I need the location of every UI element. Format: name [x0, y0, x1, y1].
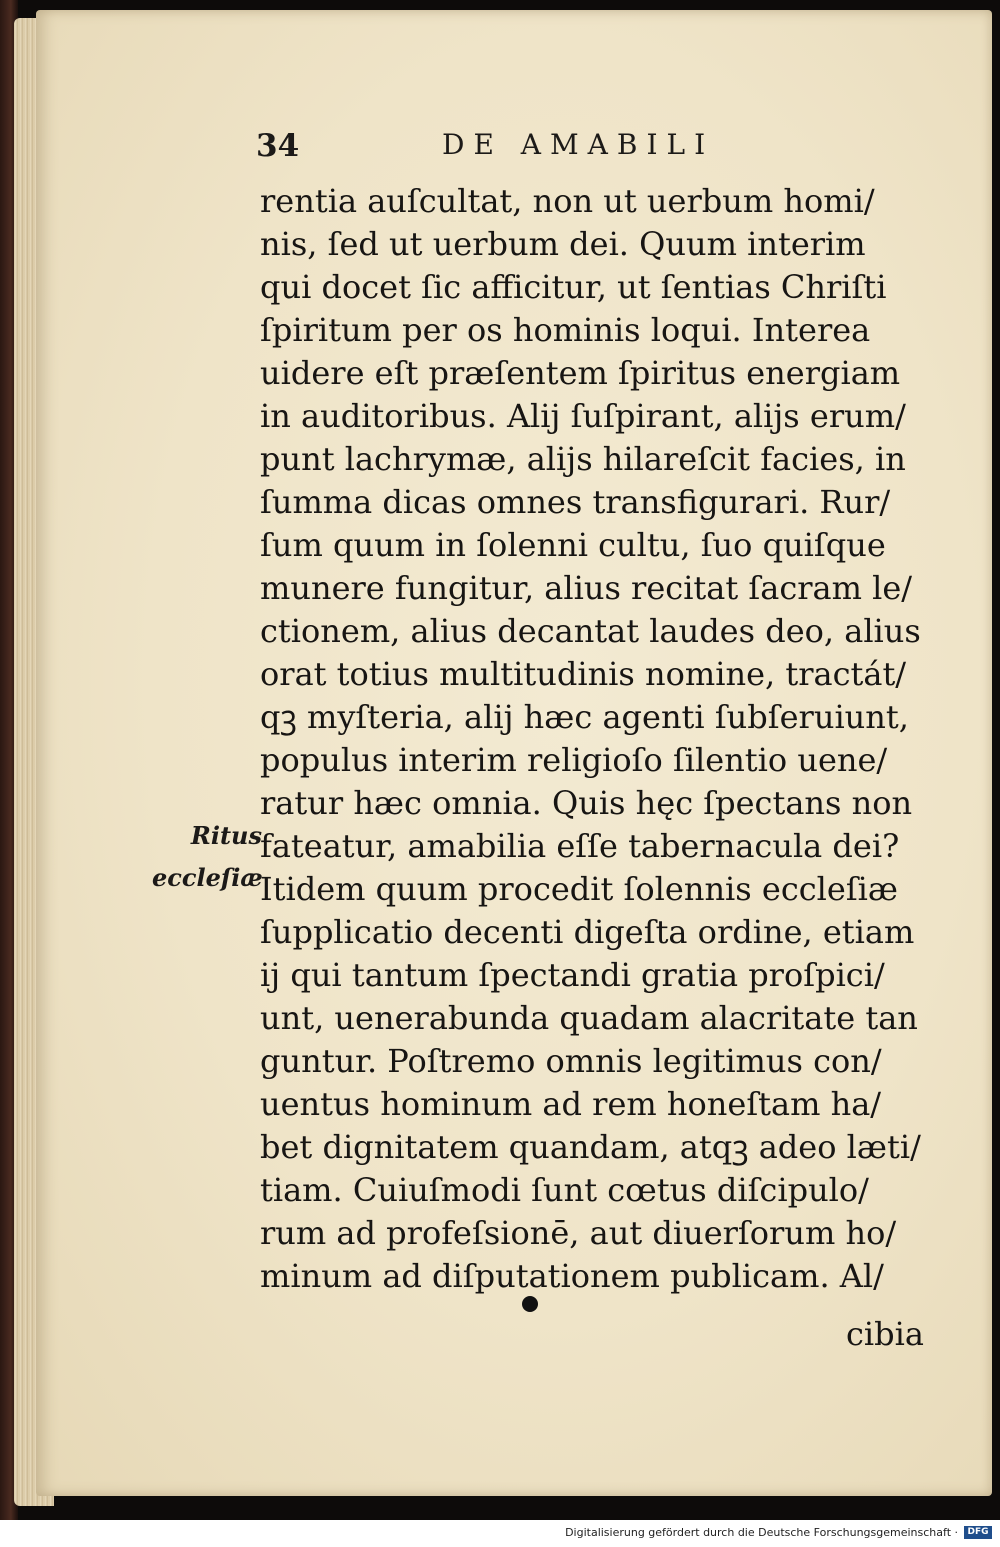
text-line: nis, ſed ut uerbum dei. Quum interim: [260, 225, 866, 263]
running-title: DE AMABILI: [442, 128, 715, 161]
text-line: in auditoribus. Alij ſuſpirant, alijs erum/: [260, 397, 906, 435]
text-line: qꝫ myſteria, alij hæc agenti ſubſeruiunt,: [260, 698, 909, 736]
page-number: 34: [256, 128, 300, 164]
text-line: rum ad profeſsionē, aut diuerſorum ho/: [260, 1214, 897, 1252]
text-line: fateatur, amabilia eſſe tabernacula dei?: [260, 827, 900, 865]
text-line: ctionem, alius decantat laudes deo, alius: [260, 612, 921, 650]
text-line: minum ad diſputationem publicam. Al/: [260, 1257, 884, 1295]
text-line: punt lachrymæ, alijs hilareſcit facies, in: [260, 440, 906, 478]
body-text: [260, 180, 940, 1298]
marginal-note: [152, 815, 262, 899]
catchword: cibia: [846, 1315, 924, 1353]
credit-footer: [0, 1520, 1000, 1547]
text-line: qui docet ſic afficitur, ut ſentias Chriſti: [260, 268, 887, 306]
text-line: uidere eſt præſentem ſpiritus energiam: [260, 354, 901, 392]
text-line: ſum quum in ſolenni cultu, ſuo quiſque: [260, 526, 886, 564]
text-line: tiam. Cuiuſmodi ſunt cœtus diſcipulo/: [260, 1171, 869, 1209]
text-line: munere fungitur, alius recitat ſacram le/: [260, 569, 913, 607]
ink-blot: [522, 1296, 538, 1312]
text-line: uentus hominum ad rem honeſtam ha/: [260, 1085, 882, 1123]
funding-credit: Digitalisierung gefördert durch die Deutsche Forschungsgemeinschaft ·: [565, 1526, 958, 1539]
dfg-logo: DFG: [964, 1526, 992, 1539]
text-line: Itidem quum procedit ſolennis eccleſiæ: [260, 870, 898, 908]
text-line: rentia auſcultat, non ut uerbum homi/: [260, 182, 875, 220]
text-line: bet dignitatem quandam, atqꝫ adeo læti/: [260, 1128, 921, 1166]
text-line: populus interim religioſo ſilentio uene/: [260, 741, 888, 779]
page-header: [256, 128, 956, 168]
text-line: guntur. Poſtremo omnis legitimus con/: [260, 1042, 882, 1080]
text-line: unt, uenerabunda quadam alacritate tan: [260, 999, 918, 1037]
text-line: ij qui tantum ſpectandi gratia proſpici/: [260, 956, 885, 994]
marginal-note-line: Ritus: [190, 821, 262, 850]
text-line: ratur hæc omnia. Quis hęc ſpectans non: [260, 784, 913, 822]
text-line: ſupplicatio decenti digeſta ordine, etiam: [260, 913, 915, 951]
marginal-note-line: eccleſiæ: [152, 863, 263, 892]
text-line: ſpiritum per os hominis loqui. Interea: [260, 311, 871, 349]
text-line: ſumma dicas omnes transfigurari. Rur/: [260, 483, 891, 521]
text-line: orat totius multitudinis nomine, tractát/: [260, 655, 907, 693]
